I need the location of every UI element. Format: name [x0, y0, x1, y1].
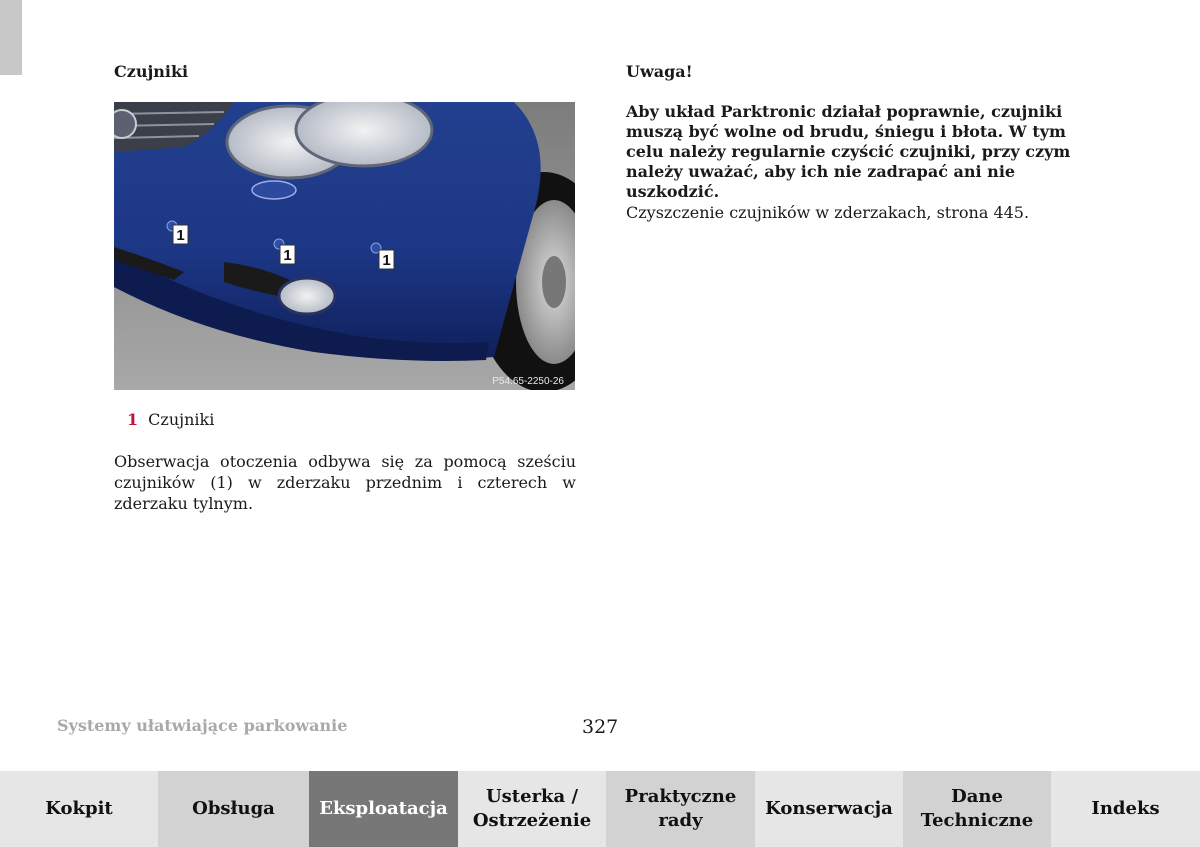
figure-legend [127, 410, 214, 429]
tab-eksploatacja[interactable]: Eksploatacja [309, 771, 458, 847]
photo-code: P54.65-2250-26 [492, 376, 564, 387]
callout-1b [280, 245, 295, 264]
tab-dane-techniczne[interactable]: Dane Techniczne [903, 771, 1051, 847]
bumper-sensor-photo [114, 102, 575, 390]
section-title: Systemy ułatwiające parkowanie [57, 716, 348, 735]
page-corner-tab [0, 0, 22, 75]
legend-number: 1 [127, 410, 139, 429]
legend-label: Czujniki [148, 410, 215, 429]
chapter-tabs [0, 771, 1200, 847]
callout-1a [173, 225, 188, 244]
warning-heading: Uwaga! [626, 62, 693, 81]
svg-text:1: 1 [176, 227, 185, 244]
cross-reference: Czyszczenie czujników w zderzakach, strona 445. [626, 203, 1030, 222]
tab-praktyczne-rady[interactable]: Praktyczne rady [606, 771, 755, 847]
svg-text:1: 1 [382, 252, 391, 269]
svg-text:1: 1 [283, 247, 292, 264]
tab-kokpit[interactable]: Kokpit [0, 771, 158, 847]
warning-paragraph: Aby układ Parktronic działał poprawnie, czujniki muszą być wolne od brudu, śniegu i błota. W tym celu należy regularnie czyścić czujniki, przy czym należy uważać, aby ich nie zadrapać ani nie uszkodzić. [626, 102, 1071, 201]
section-heading-sensors: Czujniki [114, 62, 189, 81]
description-paragraph: Obserwacja otoczenia odbywa się za pomocą sześciu czujników (1) w zderzaku przednim i czterech w zderzaku tylnym. [114, 452, 576, 513]
page-number: 327 [582, 716, 619, 738]
callout-1c [379, 250, 394, 269]
tab-konserwacja[interactable]: Konserwacja [755, 771, 903, 847]
tab-indeks[interactable]: Indeks [1051, 771, 1200, 847]
tab-obsluga[interactable]: Obsługa [158, 771, 309, 847]
tab-usterka-ostrzezenie[interactable]: Usterka / Ostrzeżenie [458, 771, 606, 847]
